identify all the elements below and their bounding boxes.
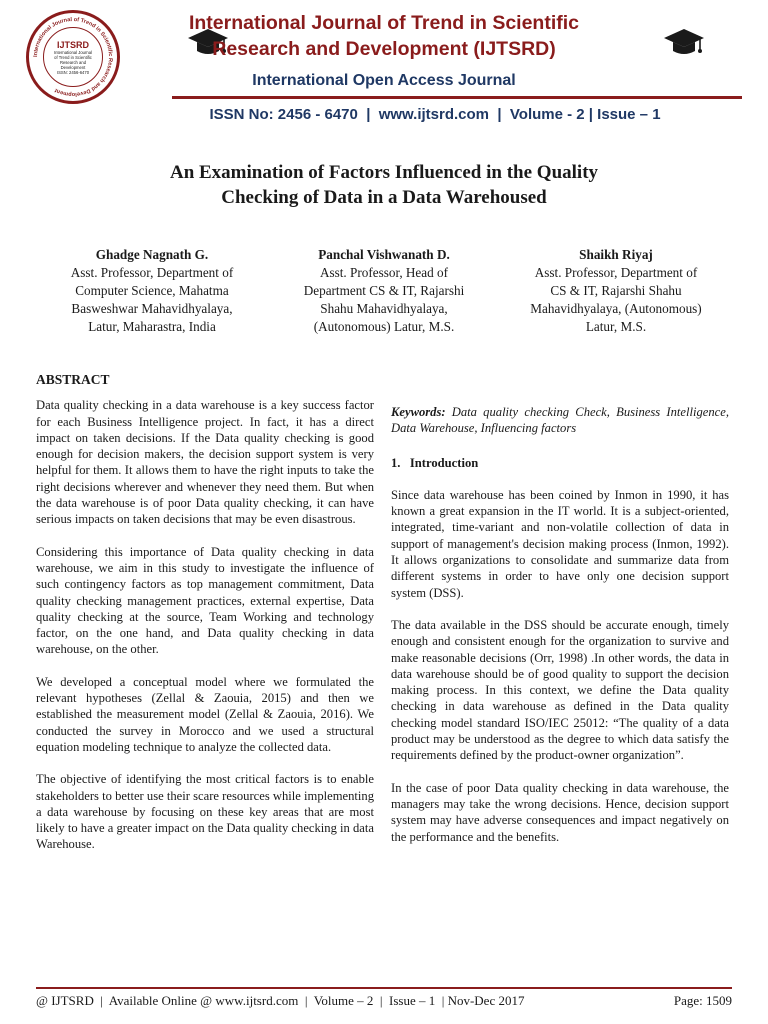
author-affiliation-line: Mahavidhyalaya, (Autonomous) — [530, 301, 702, 316]
logo-line: Research and — [59, 59, 87, 65]
left-column — [36, 372, 374, 869]
journal-name-line1: International Journal of Trend in Scientific — [188, 12, 580, 34]
keywords — [391, 404, 729, 437]
author-name: Shaikh Riyaj — [579, 247, 653, 262]
paper-title-line2: Checking of Data in a Data Warehoused — [221, 187, 547, 208]
logo-line: of Trend in Scientific — [54, 54, 92, 60]
keywords-label: Keywords: — [391, 405, 446, 419]
logo-center — [43, 27, 103, 87]
logo-ring-text: International Journal of Trend in Scientific Research and Development — [32, 16, 114, 98]
author-affiliation-line: Computer Science, Mahatma — [75, 283, 229, 298]
author-name: Panchal Vishwanath D. — [318, 247, 450, 262]
footer — [36, 993, 732, 1009]
abstract-paragraph: The objective of identifying the most critical factors is to enable stakeholders to better use their scare resources while implementing a data warehouse by focusing on these key areas that are most likely to have a greater impact on the Data quality checking in data Warehouse. — [36, 772, 374, 852]
author-name: Ghadge Nagnath G. — [95, 247, 209, 262]
paper-title-line1: An Examination of Factors Influenced in the Quality — [169, 162, 599, 183]
author-affiliation-line: Latur, M.S. — [585, 319, 647, 334]
intro-paragraph: Since data warehouse has been coined by Inmon in 1990, it has known a great expansion in the IT world. It is a subject-oriented, integrated, time-variant and non-volatile collection of data in support of management's decision making process (Inmon, 1992). It allows organizations to consolidate and summarize data from different systems in order to have only one decision support system (DSS). — [391, 487, 729, 600]
author-affiliation-line: Asst. Professor, Head of — [319, 265, 449, 280]
abstract-paragraph: Considering this importance of Data quality checking in data warehouse, we aim in this study to investigate the influence of such contingency factors as top management commitment, Data quality checking management practices, external expertise, Data quality checking at the source, Team Working and technology factor, on the one hand, and Data quality checking in data warehouse, on the other. — [36, 544, 374, 657]
section-heading-introduction: 1. Introduction — [391, 455, 479, 470]
issn-line: ISSN No: 2456 - 6470 | www.ijtsrd.com | Volume - 2 | Issue – 1 — [209, 106, 661, 123]
author-affiliation-line: (Autonomous) Latur, M.S. — [313, 319, 455, 334]
footer-info: @ IJTSRD | Available Online @ www.ijtsrd.com | Volume – 2 | Issue – 1 | Nov-Dec 2017 — [36, 993, 525, 1008]
keywords-text: Data quality checking Check, Business Intelligence, Data Warehouse, Influencing factors — [391, 405, 729, 436]
author-affiliation-line: Shahu Mahavidhyalaya, — [320, 301, 448, 316]
abstract-paragraph: Data quality checking in a data warehouse is a key success factor for each Business Intelligence project. In fact, it has a direct impact on taken decisions. If the Data quality checking is good enough for decision makers, the decision support system is very helpful for them. It allows them to have the right inputs to take the right decisions wherever and whenever they need them. But when the data warehouse is of poor Data quality checking, it can have serious impacts on taken decisions that may be even disastrous. — [36, 398, 374, 527]
journal-logo — [26, 10, 120, 104]
author-affiliation-line: Asst. Professor, Department of — [534, 265, 698, 280]
author-affiliation-line: Latur, Maharastra, India — [88, 319, 216, 334]
right-column — [391, 404, 729, 861]
author-affiliation-line: Department CS & IT, Rajarshi — [303, 283, 465, 298]
author-block — [496, 246, 736, 336]
abstract-heading: ABSTRACT — [36, 372, 110, 387]
author-affiliation-line: Basweshwar Mahavidhyalaya, — [71, 301, 233, 316]
author-block — [32, 246, 272, 336]
abstract-paragraph: We developed a conceptual model where we formulated the relevant hypotheses (Zellal & Zaouia, 2015) and then we established the measurement model (Zellal & Zaouia, 2016). We conducted the survey in Morocco and we used a structural equation modeling technique to analyze the collected data. — [36, 674, 374, 754]
journal-name-line2: Research and Development (IJTSRD) — [212, 38, 556, 60]
graduation-cap-icon — [662, 26, 706, 60]
author-affiliation-line: Asst. Professor, Department of — [70, 265, 234, 280]
header-divider — [172, 96, 742, 99]
logo-abbr: IJTSRD — [56, 39, 89, 50]
intro-paragraph: In the case of poor Data quality checking in data warehouse, the managers may take the wrong decisions. Hence, decision support system may have adverse consequences and impact negatively on the performance and the benefits. — [391, 780, 729, 844]
logo-line: Development — [60, 64, 86, 70]
author-block — [264, 246, 504, 336]
author-affiliation-line: CS & IT, Rajarshi Shahu — [550, 283, 682, 298]
journal-subtitle: International Open Access Journal — [252, 72, 516, 89]
page-number: Page: 1509 — [673, 993, 732, 1008]
footer-divider — [36, 987, 732, 989]
intro-paragraph: The data available in the DSS should be accurate enough, timely enough and consistent enough for the organization to survive and make reasonable decisions (Orr, 1998) .In other words, the data in data warehouse should be of good quality to support the decision making process. In this context, we define the Data quality checking in data warehouse as defined in the Data quality checking model standard ISO/IEC 25012: “The quality of a data product may be understood as the degree to which data satisfy the requirements defined by the product-owner organization”. — [391, 617, 729, 763]
logo-issn: ISSN: 2456-6470 — [56, 69, 90, 75]
logo-line: International Journal — [54, 49, 92, 55]
paper-title — [100, 160, 668, 210]
